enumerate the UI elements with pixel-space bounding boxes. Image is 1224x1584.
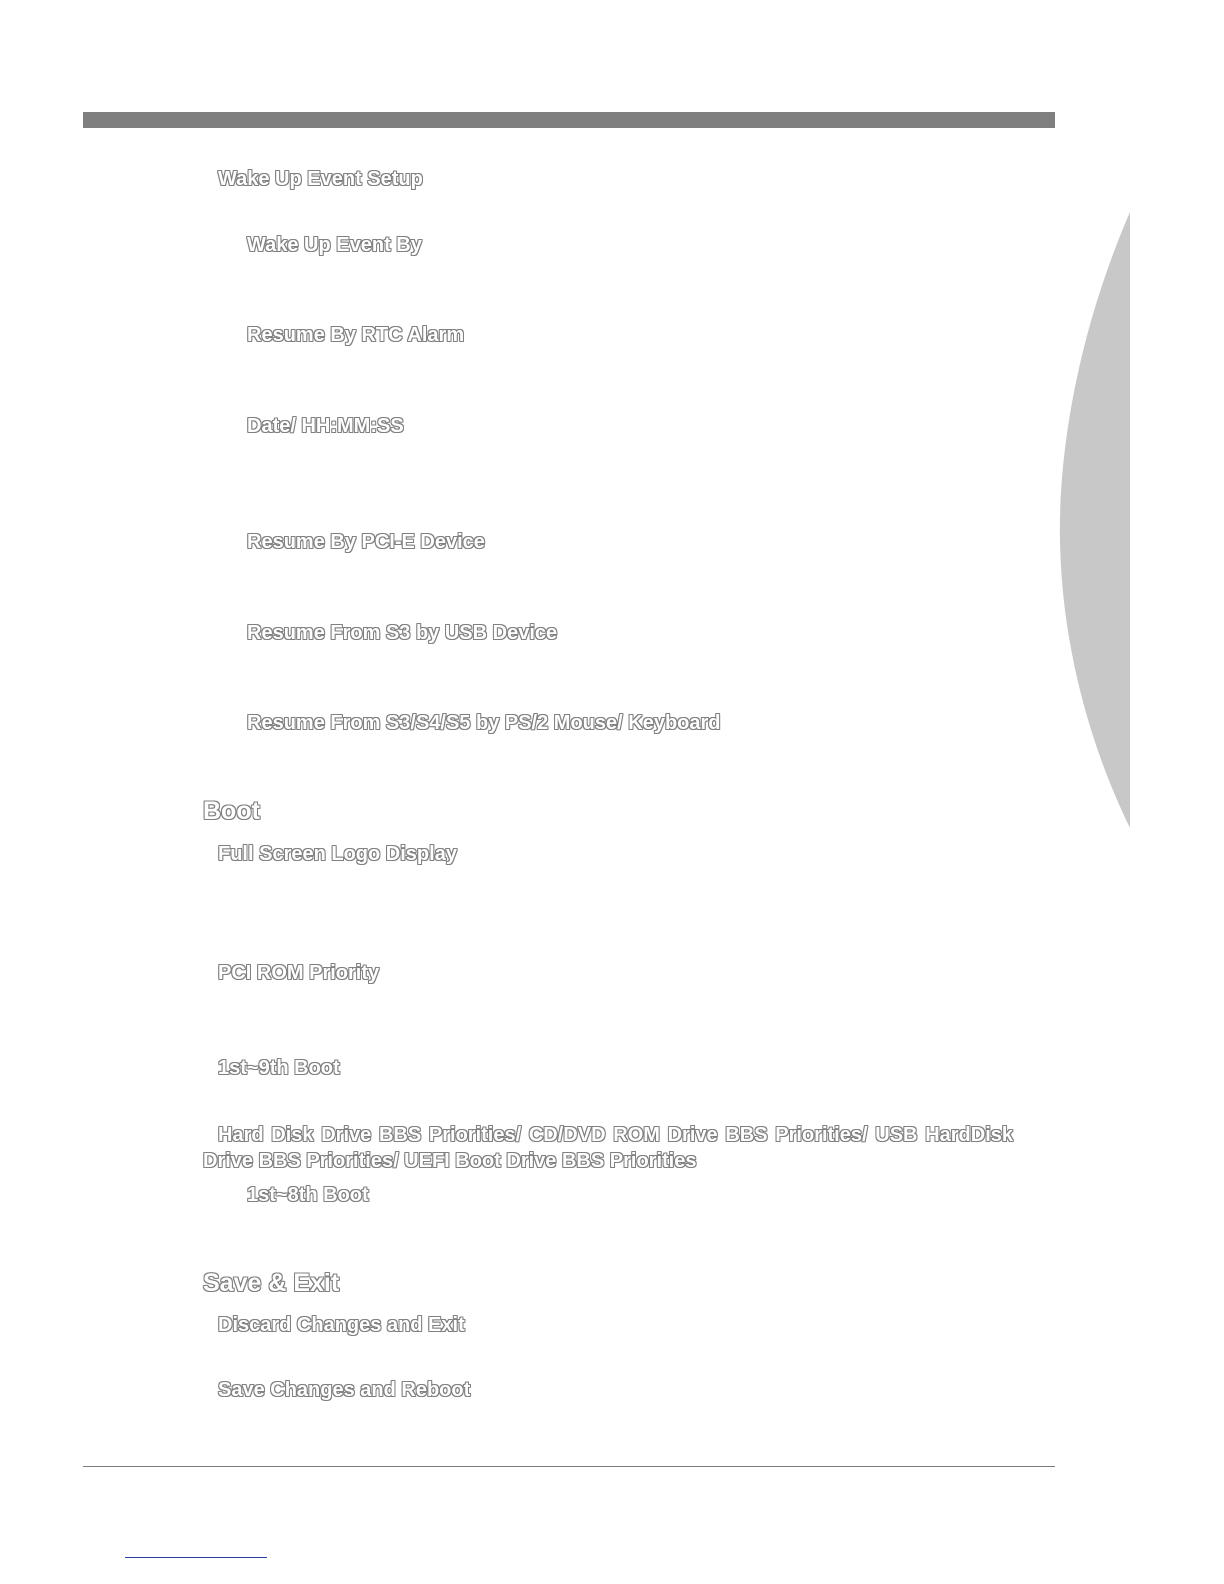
save-changes-reboot-label: Save Changes and Reboot [218, 1379, 471, 1401]
resume-by-pcie-device-label: Resume By PCI-E Device [247, 531, 485, 553]
boot-order-label: 1st~9th Boot [218, 1057, 340, 1079]
wake-up-event-by-label: Wake Up Event By [247, 234, 422, 256]
date-time-label: Date/ HH:MM:SS [247, 415, 404, 437]
pci-rom-priority-label: PCI ROM Priority [218, 962, 380, 984]
bbs-priorities-label: Hard Disk Drive BBS Priorities/ CD/DVD ROM Drive BBS Priorities/ USB HardDisk Drive BBS Priorities/ UEFI Boot Drive BBS Priorities [203, 1124, 1013, 1172]
bbs-boot-order-label: 1st~8th Boot [247, 1184, 369, 1206]
resume-by-rtc-alarm-label: Resume By RTC Alarm [247, 324, 465, 346]
save-exit-section-heading: Save & Exit [203, 1269, 340, 1297]
footer-rule [83, 1466, 1055, 1467]
discard-changes-exit-label: Discard Changes and Exit [218, 1314, 465, 1336]
resume-from-s3-usb-label: Resume From S3 by USB Device [247, 622, 558, 644]
full-screen-logo-display-label: Full Screen Logo Display [218, 843, 457, 865]
chapter-side-tab [1058, 212, 1130, 828]
footer-link-underline[interactable] [125, 1557, 267, 1558]
boot-section-heading: Boot [203, 797, 260, 825]
resume-from-ps2-label: Resume From S3/S4/S5 by PS/2 Mouse/ Keyboard [247, 712, 721, 734]
header-bar [83, 112, 1055, 128]
wake-up-event-setup-heading: Wake Up Event Setup [218, 168, 423, 190]
